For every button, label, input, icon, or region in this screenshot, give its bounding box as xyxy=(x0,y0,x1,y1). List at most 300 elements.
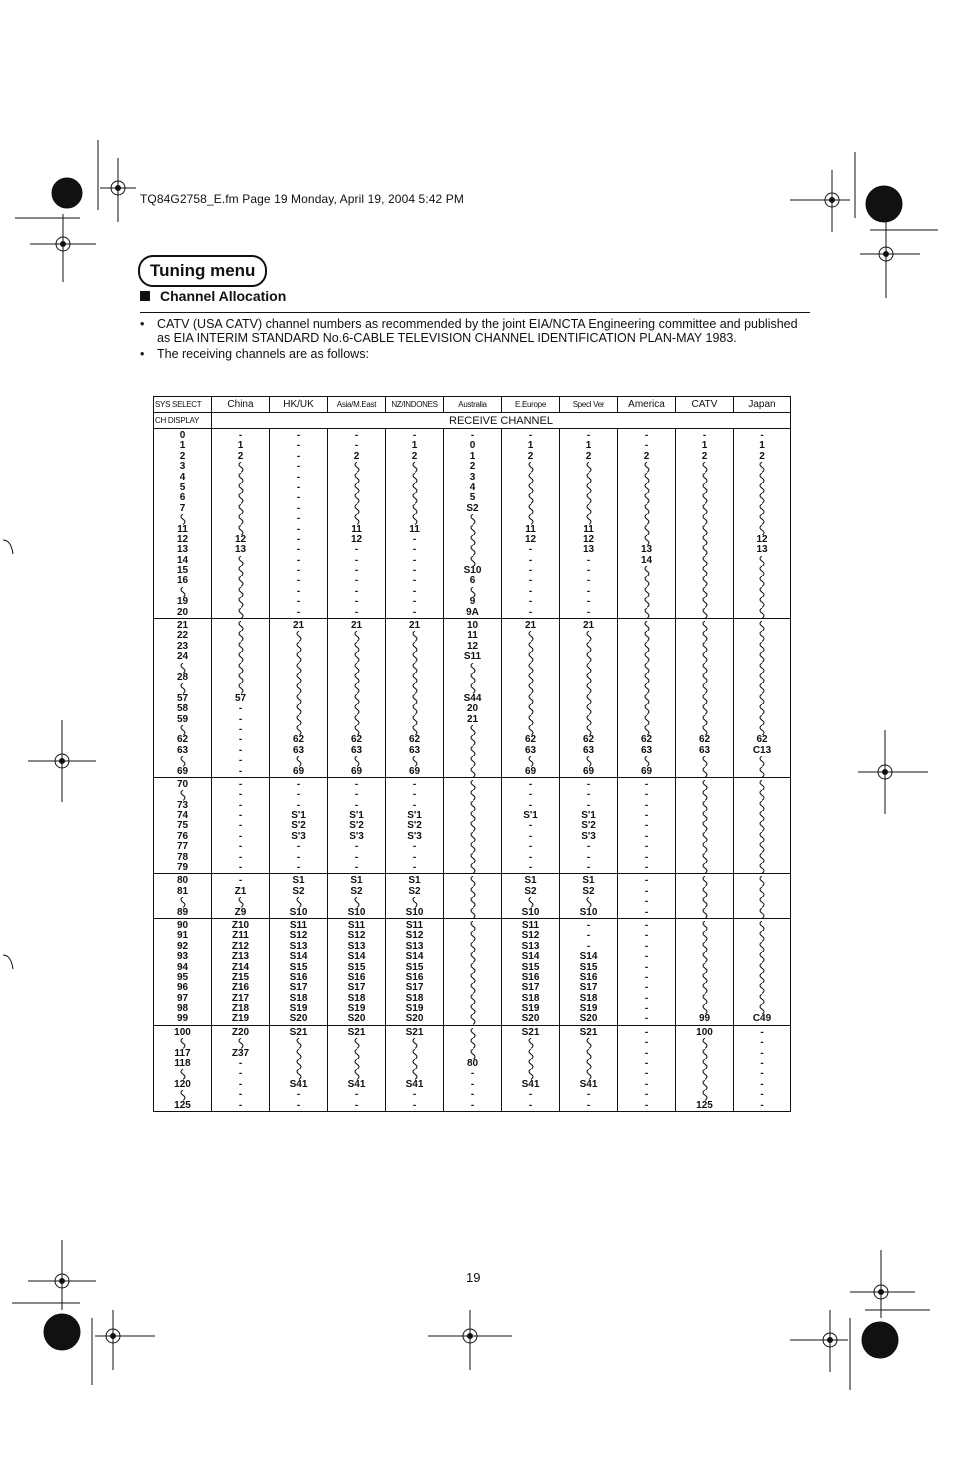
channel-value: - xyxy=(586,919,591,931)
channel-value: S13 xyxy=(289,940,308,952)
channel-value: 63 xyxy=(292,744,305,756)
channel-value: 11 xyxy=(583,523,594,535)
channel-value: 14 xyxy=(640,554,653,566)
channel-value: 62 xyxy=(176,734,189,746)
channel-value: 57 xyxy=(176,692,189,704)
channel-value: S44 xyxy=(463,692,482,704)
channel-value: - xyxy=(586,606,591,618)
channel-value: 117 xyxy=(174,1047,191,1059)
channel-value: - xyxy=(296,596,301,608)
column-header: NZ/INDONES xyxy=(386,397,444,413)
channel-value: - xyxy=(412,430,417,441)
channel-value: S'1 xyxy=(581,810,596,822)
channel-value: C13 xyxy=(752,744,772,756)
channel-value: S1 xyxy=(524,875,537,887)
channel-value: S'2 xyxy=(349,820,364,832)
channel-value: - xyxy=(296,851,301,863)
channel-value: - xyxy=(238,830,243,842)
channel-value: S'2 xyxy=(291,820,306,832)
channel-value: - xyxy=(528,1099,533,1111)
channel-value: - xyxy=(644,1013,649,1025)
channel-value: 2 xyxy=(353,450,360,462)
channel-value: - xyxy=(296,565,301,577)
channel-value: S2 xyxy=(466,502,479,514)
channel-value: - xyxy=(238,799,243,811)
channel-value: S16 xyxy=(347,971,366,983)
channel-value: - xyxy=(644,971,649,983)
channel-value: - xyxy=(586,940,591,952)
column-header: E.Europe xyxy=(502,397,560,413)
channel-value: - xyxy=(296,492,301,504)
channel-value: - xyxy=(528,585,533,597)
channel-value: - xyxy=(470,430,475,441)
channel-value: - xyxy=(644,896,649,908)
channel-value: - xyxy=(528,799,533,811)
channel-value: - xyxy=(296,502,301,514)
channel-value: S21 xyxy=(289,1026,308,1038)
channel-value: Z1 xyxy=(234,885,247,897)
channel-value: 11 xyxy=(177,523,188,535)
channel-value: S21 xyxy=(521,1026,540,1038)
channel-value: 125 xyxy=(174,1099,191,1111)
column-header: Specl Ver xyxy=(560,397,618,413)
channel-value: - xyxy=(644,810,649,822)
channel-value: S18 xyxy=(347,992,366,1004)
channel-value: 1 xyxy=(701,440,708,452)
channel-value: - xyxy=(586,851,591,863)
channel-value: - xyxy=(238,1078,243,1090)
channel-value: - xyxy=(528,851,533,863)
channel-value: - xyxy=(412,544,417,556)
registration-disc-icon xyxy=(866,186,902,222)
channel-value: 12 xyxy=(466,640,479,652)
channel-value: - xyxy=(238,875,243,887)
channel-value: - xyxy=(238,734,243,746)
channel-value: S18 xyxy=(289,992,308,1004)
channel-value: S11 xyxy=(463,651,482,663)
channel-value: - xyxy=(644,830,649,842)
channel-value: - xyxy=(702,430,707,441)
channel-value: S19 xyxy=(405,1003,424,1015)
channel-value: 3 xyxy=(179,461,186,473)
channel-value: - xyxy=(296,440,301,452)
channel-value: Z10 xyxy=(231,919,250,931)
channel-value: S2 xyxy=(292,885,305,897)
channel-value: - xyxy=(354,440,359,452)
channel-value: - xyxy=(354,596,359,608)
channel-value: - xyxy=(296,1099,301,1111)
channel-value: S2 xyxy=(350,885,363,897)
channel-value: - xyxy=(354,585,359,597)
channel-value: S20 xyxy=(405,1013,424,1025)
channel-value: - xyxy=(644,1003,649,1015)
channel-value: 92 xyxy=(176,940,189,952)
channel-value: 95 xyxy=(176,971,189,983)
channel-value: - xyxy=(644,1099,649,1111)
channel-value: S15 xyxy=(579,961,598,973)
channel-value: S20 xyxy=(579,1013,598,1025)
channel-value: 80 xyxy=(176,875,189,887)
channel-value: 5 xyxy=(469,492,476,504)
channel-value: 12 xyxy=(524,533,537,545)
channel-value: 79 xyxy=(176,862,189,874)
channel-value: S21 xyxy=(347,1026,366,1038)
column-header: Japan xyxy=(734,397,791,413)
channel-value: 3 xyxy=(469,471,476,483)
channel-value: 63 xyxy=(176,744,189,756)
channel-value: 2 xyxy=(701,450,708,462)
channel-value: - xyxy=(586,930,591,942)
channel-value: S18 xyxy=(521,992,540,1004)
channel-value: S17 xyxy=(347,982,366,994)
channel-value: S'3 xyxy=(349,830,364,842)
channel-value: S18 xyxy=(579,992,598,1004)
channel-value: S2 xyxy=(582,885,595,897)
channel-value: - xyxy=(644,992,649,1004)
column-header: Australia xyxy=(444,397,502,413)
channel-value: S14 xyxy=(579,951,598,963)
channel-value: - xyxy=(644,919,649,931)
channel-value: S15 xyxy=(405,961,424,973)
channel-value: 6 xyxy=(469,575,476,587)
channel-value: - xyxy=(586,596,591,608)
channel-value: - xyxy=(238,851,243,863)
channel-value: Z18 xyxy=(231,1003,250,1015)
channel-value: - xyxy=(760,1058,764,1070)
channel-value: S11 xyxy=(521,919,540,931)
channel-value: Z17 xyxy=(231,992,250,1004)
channel-value: - xyxy=(528,830,533,842)
channel-value: - xyxy=(354,799,359,811)
channel-value: - xyxy=(644,930,649,942)
channel-value: S10 xyxy=(347,906,366,918)
sys-select-label: SYS SELECT xyxy=(154,397,212,413)
channel-value: S41 xyxy=(347,1078,366,1090)
channel-value: S15 xyxy=(521,961,540,973)
channel-value: - xyxy=(760,1037,764,1049)
channel-value: - xyxy=(238,430,243,441)
channel-value: 0 xyxy=(469,440,476,452)
channel-value: - xyxy=(644,951,649,963)
channel-value: 5 xyxy=(179,481,186,493)
channel-value: Z37 xyxy=(231,1047,250,1059)
channel-value: Z11 xyxy=(232,930,249,942)
channel-value: S10 xyxy=(405,906,424,918)
channel-value: - xyxy=(528,778,533,790)
channel-value: Z16 xyxy=(231,982,250,994)
channel-value: S14 xyxy=(289,951,308,963)
channel-value: 21 xyxy=(466,713,479,725)
channel-value: - xyxy=(238,810,243,822)
channel-value: 78 xyxy=(176,851,189,863)
channel-value: - xyxy=(296,471,301,483)
channel-value: S20 xyxy=(289,1013,308,1025)
channel-value: S1 xyxy=(582,875,595,887)
channel-value: 4 xyxy=(179,471,186,483)
channel-value: - xyxy=(296,513,301,525)
channel-value: - xyxy=(296,544,301,556)
channel-value: S12 xyxy=(347,930,366,942)
channel-value: - xyxy=(412,575,417,587)
channel-value: S19 xyxy=(289,1003,308,1015)
channel-value: - xyxy=(528,841,533,853)
channel-value: S'3 xyxy=(581,830,596,842)
channel-value: S14 xyxy=(347,951,366,963)
channel-value: 89 xyxy=(176,906,189,918)
channel-value: - xyxy=(644,851,649,863)
channel-value: 80 xyxy=(466,1058,479,1070)
channel-value: S11 xyxy=(289,919,308,931)
channel-value: - xyxy=(760,430,764,441)
channel-value: - xyxy=(644,799,649,811)
channel-value: 21 xyxy=(582,620,595,632)
channel-value: - xyxy=(586,1099,591,1111)
channel-value: 15 xyxy=(176,565,189,577)
channel-value: - xyxy=(586,862,591,874)
channel-value: 24 xyxy=(176,651,189,663)
channel-value: S'2 xyxy=(407,820,422,832)
channel-value: 59 xyxy=(176,713,189,725)
channel-value: - xyxy=(354,1089,359,1101)
channel-value: 1 xyxy=(759,440,765,452)
channel-value: 69 xyxy=(176,765,189,777)
channel-value: - xyxy=(644,1058,649,1070)
channel-value: 120 xyxy=(174,1078,191,1090)
channel-value: 62 xyxy=(408,734,421,746)
channel-value: 13 xyxy=(640,544,653,556)
channel-value: S21 xyxy=(579,1026,598,1038)
channel-value: - xyxy=(238,841,243,853)
channel-value: 77 xyxy=(176,841,189,853)
channel-value: 99 xyxy=(176,1013,189,1025)
channel-value: 70 xyxy=(176,778,189,790)
channel-value: 14 xyxy=(176,554,189,566)
channel-value: - xyxy=(238,1099,243,1111)
channel-value: - xyxy=(354,841,359,853)
channel-value: 73 xyxy=(176,799,189,811)
channel-value: 100 xyxy=(696,1026,713,1038)
channel-value: 1 xyxy=(411,440,418,452)
channel-value: S20 xyxy=(521,1013,540,1025)
bullet-item: • The receiving channels are as follows: xyxy=(140,347,810,361)
channel-value: - xyxy=(644,1037,649,1049)
channel-value: 62 xyxy=(524,734,537,746)
channel-value: 12 xyxy=(176,533,189,545)
channel-value: S17 xyxy=(521,982,540,994)
channel-value: S'3 xyxy=(407,830,422,842)
channel-value: 2 xyxy=(179,450,186,462)
channel-value: 94 xyxy=(176,961,189,973)
channel-value: S'1 xyxy=(523,810,538,822)
channel-value: 2 xyxy=(237,450,244,462)
channel-value: 62 xyxy=(582,734,595,746)
channel-value: 21 xyxy=(408,620,421,632)
channel-value: - xyxy=(528,1089,533,1101)
channel-value: S41 xyxy=(579,1078,598,1090)
channel-value: - xyxy=(238,765,243,777)
channel-value: 19 xyxy=(176,596,189,608)
channel-value: S'3 xyxy=(291,830,306,842)
registration-disc-icon xyxy=(52,178,82,208)
channel-value: S19 xyxy=(347,1003,366,1015)
channel-value: 125 xyxy=(696,1099,713,1111)
channel-value: - xyxy=(296,575,301,587)
channel-value: 2 xyxy=(759,450,765,462)
channel-value: 12 xyxy=(234,533,247,545)
channel-value: 2 xyxy=(469,461,476,473)
channel-value: - xyxy=(412,841,417,853)
channel-value: 69 xyxy=(350,765,363,777)
channel-value: - xyxy=(354,1099,359,1111)
channel-value: - xyxy=(296,523,301,535)
channel-value: 21 xyxy=(350,620,363,632)
channel-value: - xyxy=(412,862,417,874)
channel-value: 7 xyxy=(179,502,186,514)
channel-value: 69 xyxy=(292,765,305,777)
channel-value: - xyxy=(644,1047,649,1059)
channel-value: S15 xyxy=(347,961,366,973)
channel-value: S41 xyxy=(521,1078,540,1090)
channel-value: - xyxy=(528,820,533,832)
channel-value: 9 xyxy=(469,596,476,608)
channel-value: - xyxy=(528,554,533,566)
channel-value: S41 xyxy=(405,1078,424,1090)
channel-value: S17 xyxy=(289,982,308,994)
channel-value: S2 xyxy=(524,885,537,897)
channel-value: 62 xyxy=(292,734,305,746)
channel-value: 13 xyxy=(582,544,595,556)
channel-value: 63 xyxy=(698,744,711,756)
channel-value: S'1 xyxy=(291,810,306,822)
channel-value: - xyxy=(586,799,591,811)
channel-value: 12 xyxy=(756,533,768,545)
channel-value: - xyxy=(470,1089,475,1101)
channel-value: S10 xyxy=(289,906,308,918)
channel-value: - xyxy=(644,1068,649,1080)
channel-value: - xyxy=(412,565,417,577)
channel-value: - xyxy=(644,820,649,832)
channel-value: - xyxy=(354,606,359,618)
channel-value: - xyxy=(296,862,301,874)
channel-value: S'1 xyxy=(407,810,422,822)
channel-value: - xyxy=(296,461,301,473)
channel-value: - xyxy=(354,778,359,790)
channel-value: - xyxy=(528,862,533,874)
channel-value: 23 xyxy=(176,640,189,652)
channel-value: - xyxy=(296,450,301,462)
channel-value: 62 xyxy=(640,734,653,746)
channel-value: - xyxy=(296,554,301,566)
channel-value: S'2 xyxy=(581,820,596,832)
registration-disc-icon xyxy=(44,1314,80,1350)
channel-value: - xyxy=(586,585,591,597)
channel-value: S2 xyxy=(408,885,421,897)
channel-value: S10 xyxy=(463,565,482,577)
column-header: Asia/M.East xyxy=(328,397,386,413)
channel-value: - xyxy=(528,789,533,801)
channel-value: - xyxy=(296,778,301,790)
channel-value: - xyxy=(644,961,649,973)
channel-value: - xyxy=(296,481,301,493)
channel-value: - xyxy=(412,799,417,811)
channel-value: S16 xyxy=(405,971,424,983)
channel-value: 69 xyxy=(640,765,653,777)
channel-value: 20 xyxy=(466,703,479,715)
channel-value: - xyxy=(354,554,359,566)
channel-value: - xyxy=(238,703,243,715)
channel-value: S20 xyxy=(347,1013,366,1025)
channel-value: - xyxy=(296,606,301,618)
channel-value: 12 xyxy=(582,533,595,545)
channel-value: - xyxy=(412,789,417,801)
channel-value: 2 xyxy=(527,450,534,462)
channel-value: S19 xyxy=(579,1003,598,1015)
channel-value: 11 xyxy=(351,523,362,535)
channel-value: 93 xyxy=(176,951,189,963)
channel-value: C49 xyxy=(752,1013,772,1025)
section-title-text: Channel Allocation xyxy=(160,288,287,304)
channel-value: - xyxy=(586,554,591,566)
channel-value: - xyxy=(296,841,301,853)
channel-value: 91 xyxy=(176,930,189,942)
ch-display-label: CH DISPLAY xyxy=(154,413,212,429)
channel-value: S14 xyxy=(405,951,424,963)
channel-value: - xyxy=(354,851,359,863)
channel-value: 62 xyxy=(350,734,363,746)
channel-value: 69 xyxy=(408,765,421,777)
channel-value: Z20 xyxy=(231,1026,250,1038)
channel-value: 69 xyxy=(582,765,595,777)
channel-value: - xyxy=(238,755,243,767)
channel-value: S12 xyxy=(289,930,308,942)
channel-value: 63 xyxy=(408,744,421,756)
channel-value: - xyxy=(644,440,649,452)
channel-value: 58 xyxy=(176,703,189,715)
channel-value: - xyxy=(238,744,243,756)
channel-value: 100 xyxy=(174,1026,191,1038)
channel-value: - xyxy=(470,1099,475,1111)
channel-value: - xyxy=(412,606,417,618)
channel-value: - xyxy=(644,841,649,853)
channel-value: S1 xyxy=(292,875,305,887)
channel-value: - xyxy=(470,1068,475,1080)
channel-value: 75 xyxy=(176,820,189,832)
channel-value: - xyxy=(412,554,417,566)
channel-value: 63 xyxy=(350,744,363,756)
channel-value: 63 xyxy=(640,744,653,756)
channel-value: 6 xyxy=(179,492,186,504)
channel-value: 13 xyxy=(234,544,247,556)
channel-value: 22 xyxy=(176,630,189,642)
channel-value: - xyxy=(760,1089,764,1101)
channel-value: Z15 xyxy=(231,971,250,983)
channel-value: - xyxy=(586,778,591,790)
channel-value: 16 xyxy=(176,575,189,587)
channel-value: - xyxy=(238,862,243,874)
channel-value: 9A xyxy=(466,606,479,618)
channel-value: - xyxy=(238,789,243,801)
channel-value: - xyxy=(528,565,533,577)
channel-value: 1 xyxy=(469,450,476,462)
channel-value: S13 xyxy=(347,940,366,952)
column-header: HK/UK xyxy=(270,397,328,413)
channel-value: S17 xyxy=(579,982,598,994)
channel-value: S1 xyxy=(350,875,363,887)
channel-value: - xyxy=(412,851,417,863)
channel-value: S14 xyxy=(521,951,540,963)
channel-value: - xyxy=(760,1047,764,1059)
channel-value: 12 xyxy=(350,533,363,545)
